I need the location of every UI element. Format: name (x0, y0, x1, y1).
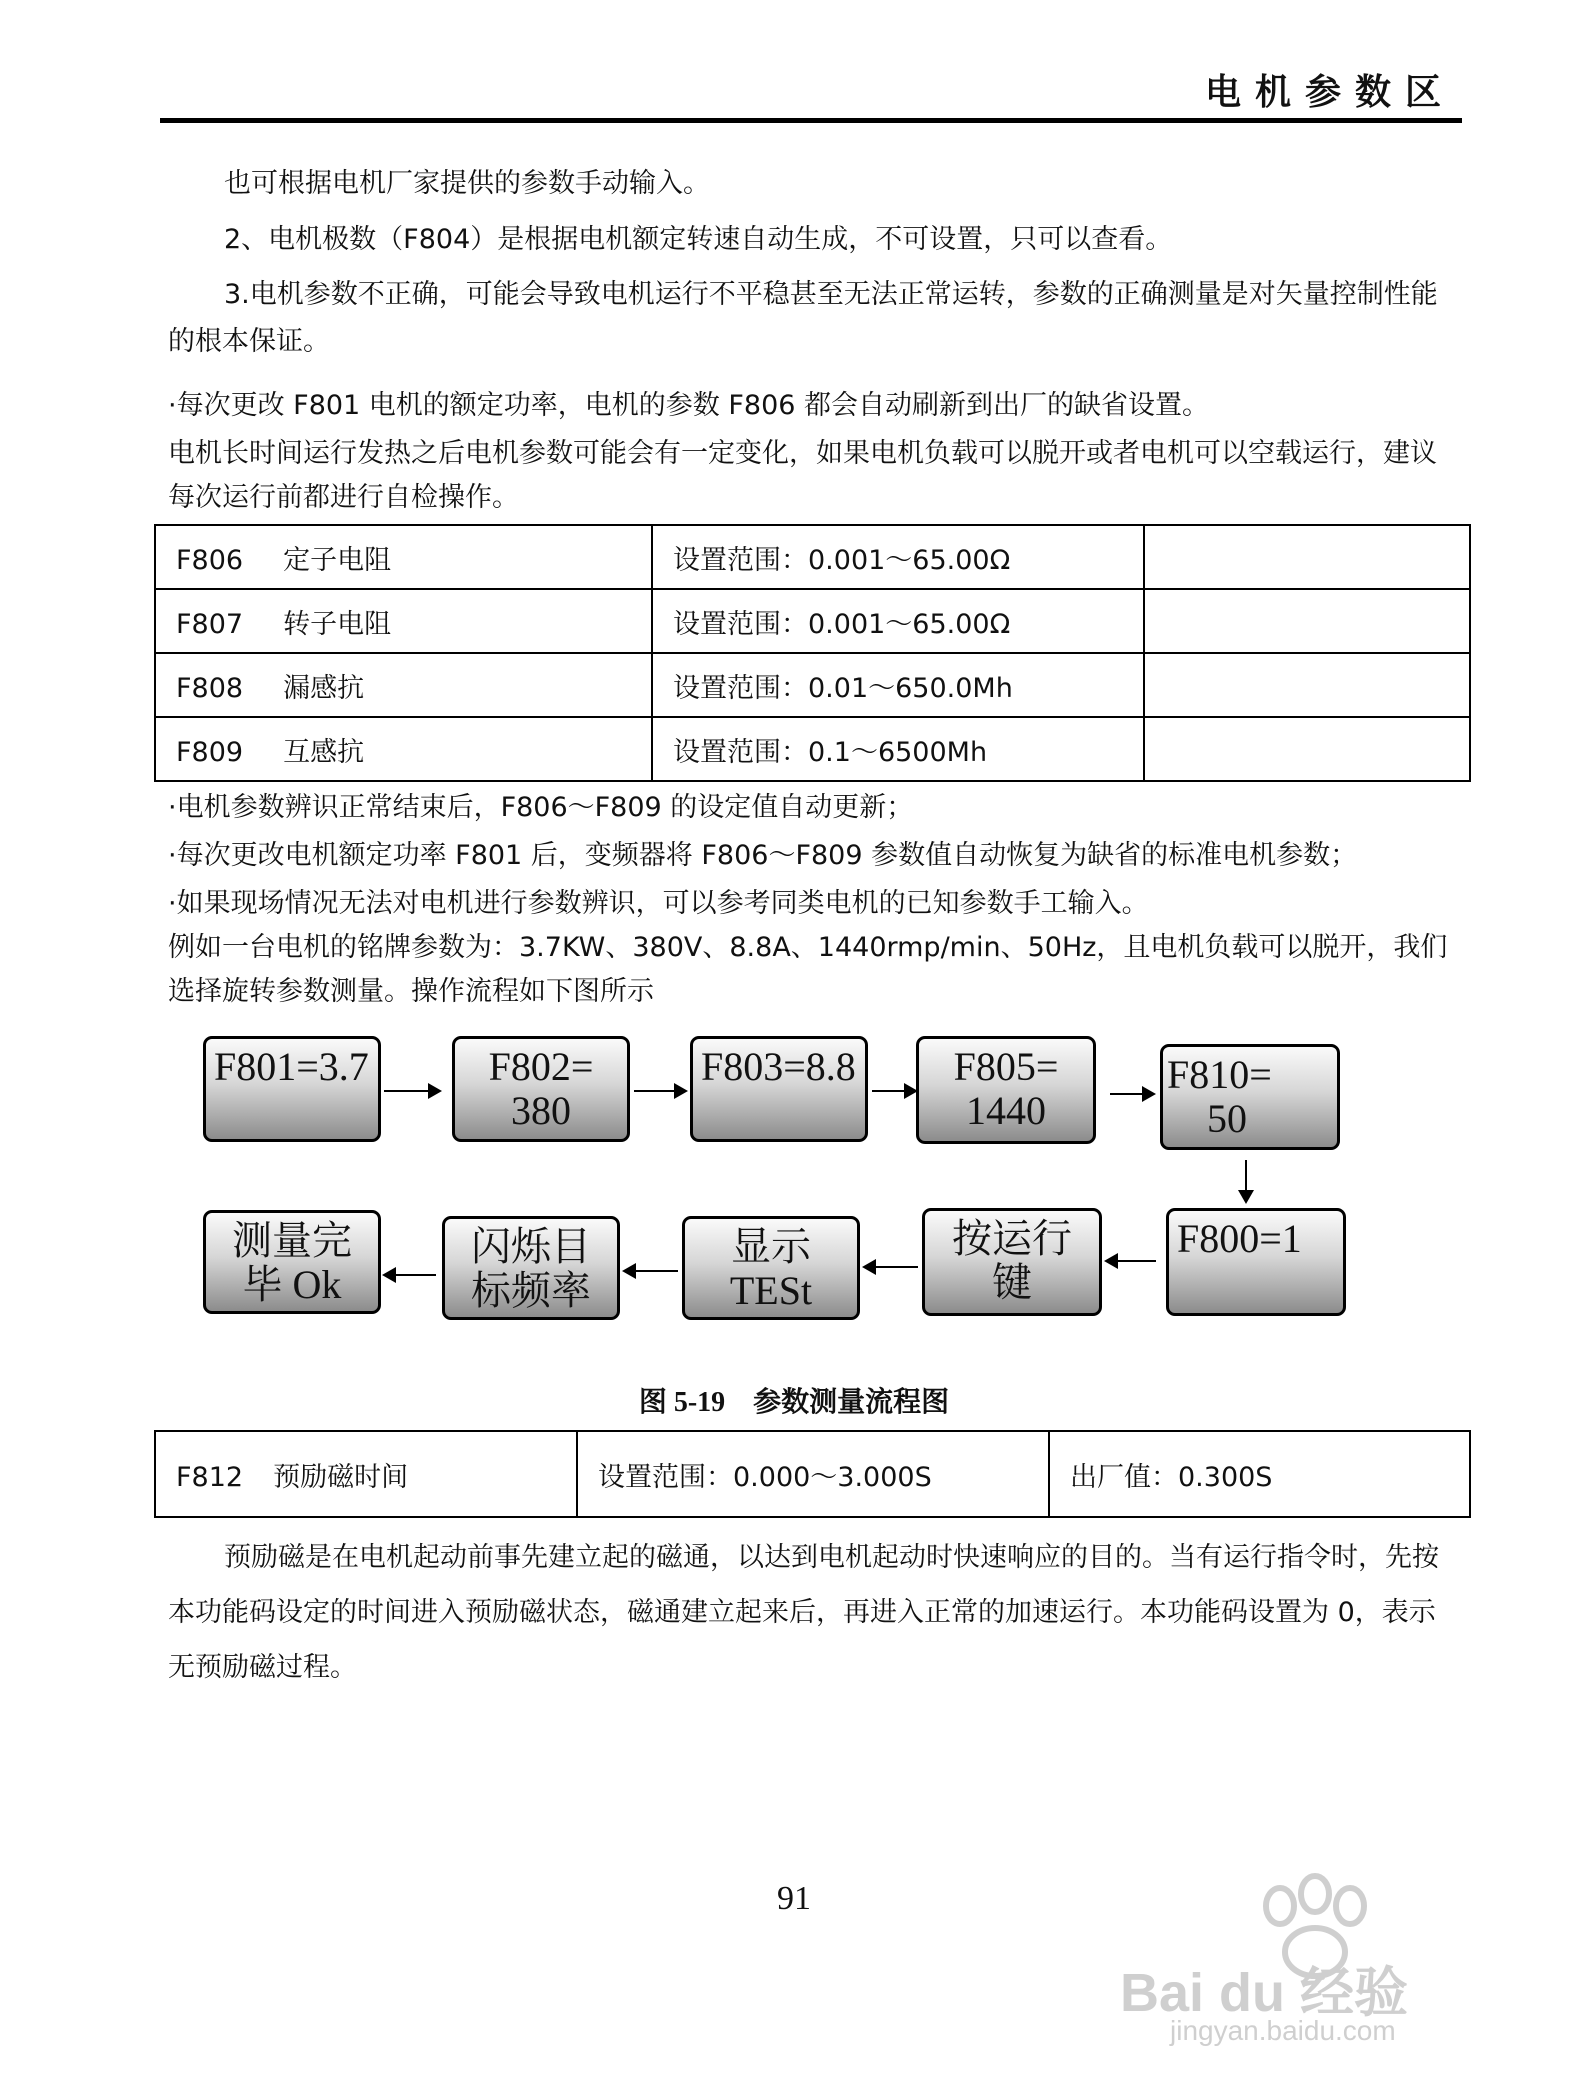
flow-arrow (634, 1090, 686, 1092)
param-name: 定子电阻 (283, 544, 392, 576)
param-extra (1144, 717, 1470, 781)
param-code: F809 (176, 736, 244, 768)
param-default: 出厂值：0.300S (1049, 1431, 1470, 1517)
param-code: F812 (176, 1461, 244, 1493)
table-row (155, 1431, 1470, 1517)
flow-step-f803: F803=8.8 (690, 1036, 868, 1142)
param-range: 设置范围：0.000～3.000S (577, 1431, 1049, 1517)
flow-arrow-down (1245, 1160, 1247, 1202)
note-2: ·每次更改电机额定功率 F801 后，变频器将 F806～F809 参数值自动恢复为缺省的标准电机参数； (168, 840, 1358, 871)
param-name: 互感抗 (283, 736, 365, 768)
header-rule (160, 118, 1462, 123)
baidu-watermark (1110, 1860, 1490, 2050)
flow-step-show-test: 显示 TESt (682, 1216, 860, 1320)
param-code: F808 (176, 672, 244, 704)
table-row (155, 653, 1470, 717)
flow-arrow (624, 1270, 678, 1272)
example-paragraph: 例如一台电机的铭牌参数为：3.7KW、380V、8.8A、1440rmp/min、50Hz，且电机负载可以脱开，我们选择旋转参数测量。操作流程如下图所示 (168, 932, 1448, 1007)
param-name: 预励磁时间 (273, 1461, 409, 1493)
table-row (155, 717, 1470, 781)
flow-step-done: 测量完 毕 Ok (203, 1210, 381, 1314)
section-title: 电机参数区 (1204, 72, 1455, 113)
flow-step-f805: F805= 1440 (916, 1036, 1096, 1144)
flow-step-flash-target: 闪烁目 标频率 (442, 1216, 620, 1320)
flow-step-f801: F801=3.7 (203, 1036, 381, 1142)
flow-arrow (864, 1266, 918, 1268)
intro-paragraph-3: 3.电机参数不正确，可能会导致电机运行不平稳甚至无法正常运转，参数的正确测量是对矢量控制性能的根本保证。 (168, 279, 1438, 357)
param-code: F807 (176, 608, 244, 640)
param-range: 设置范围：0.1～6500Mh (652, 717, 1144, 781)
param-range: 设置范围：0.001～65.00Ω (652, 525, 1144, 589)
intro-line-2: 2、电机极数（F804）是根据电机额定转速自动生成，不可设置，只可以查看。 (224, 224, 1173, 255)
figure-caption: 图 5-19 参数测量流程图 (638, 1387, 950, 1418)
param-range: 设置范围：0.01～650.0Mh (652, 653, 1144, 717)
param-range: 设置范围：0.001～65.00Ω (652, 589, 1144, 653)
page-number: 91 (777, 1880, 811, 1917)
param-code: F806 (176, 544, 244, 576)
bullet-f801: ·每次更改 F801 电机的额定功率，电机的参数 F806 都会自动刷新到出厂的缺省设置。 (168, 390, 1210, 421)
flow-step-press-run: 按运行 键 (922, 1208, 1102, 1316)
flow-step-f800: F800=1 (1166, 1208, 1346, 1316)
preexcitation-table (154, 1430, 1471, 1518)
flow-arrow (384, 1274, 436, 1276)
table-row (155, 589, 1470, 653)
flow-arrow (1110, 1093, 1154, 1095)
param-extra (1144, 589, 1470, 653)
flow-step-f802: F802= 380 (452, 1036, 630, 1142)
param-extra (1144, 525, 1470, 589)
self-check-paragraph: 电机长时间运行发热之后电机参数可能会有一定变化，如果电机负载可以脱开或者电机可以空载运行，建议每次运行前都进行自检操作。 (168, 438, 1437, 513)
preexcitation-paragraph: 预励磁是在电机起动前事先建立起的磁通，以达到电机起动时快速响应的目的。当有运行指令时，先按本功能码设定的时间进入预励磁状态，磁通建立起来后，再进入正常的加速运行。本功能码设置为 0，表示无预励磁过程。 (168, 1542, 1439, 1683)
note-3: ·如果现场情况无法对电机进行参数辨识，可以参考同类电机的已知参数手工输入。 (168, 888, 1149, 919)
param-extra (1144, 653, 1470, 717)
watermark-url: jingyan.baidu.com (1170, 2015, 1396, 2046)
motor-params-table (154, 524, 1471, 782)
flow-arrow (1106, 1260, 1156, 1262)
intro-line-1: 也可根据电机厂家提供的参数手动输入。 (224, 168, 710, 199)
param-name: 转子电阻 (283, 608, 392, 640)
flow-arrow (872, 1090, 916, 1092)
watermark-brand: Bai du 经验 (1120, 1963, 1409, 2023)
note-1: ·电机参数辨识正常结束后，F806～F809 的设定值自动更新； (168, 792, 914, 823)
flow-arrow (384, 1090, 440, 1092)
param-name: 漏感抗 (283, 672, 365, 704)
table-row (155, 525, 1470, 589)
flow-step-f810: F810= 50 (1160, 1044, 1340, 1150)
